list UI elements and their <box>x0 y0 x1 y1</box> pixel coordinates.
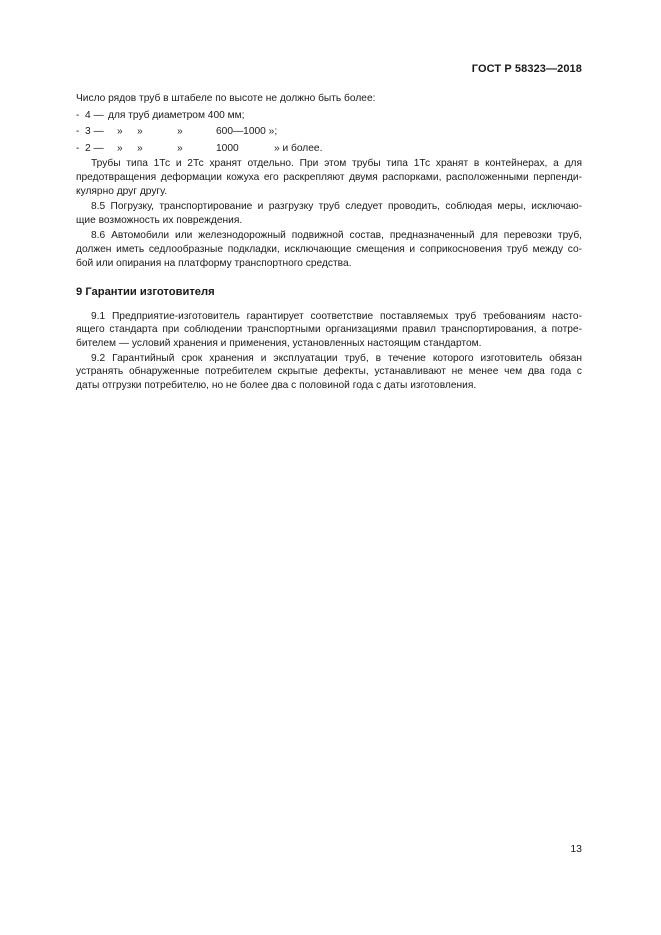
page-content <box>76 92 582 392</box>
list-dash: - <box>76 109 80 121</box>
text-line: 9.1 Предприятие-изготовитель гарантирует соответствие поставляемых труб требованиям насто- <box>91 310 582 322</box>
text-line: бой или опирания на платформу транспортного средства. <box>76 257 352 269</box>
ditto-mark: » <box>137 126 143 138</box>
ditto-mark: » <box>177 142 183 154</box>
text-line: устранять обнаруженные потребителем скрытые дефекты, устанавливают не менее чем два года с <box>76 366 582 378</box>
intro-line <box>76 92 582 106</box>
list-tail: » и более. <box>274 142 323 154</box>
paragraph-9-1 <box>76 310 582 351</box>
page-number: 13 <box>570 843 582 855</box>
text-line: 8.5 Погрузку, транспортирование и разгрузку труб следует проводить, соблюдая меры, исключаю- <box>91 201 582 213</box>
list-number: 2 — <box>85 142 104 154</box>
paragraph-8-6 <box>76 229 582 270</box>
text-line: кулярно друг другу. <box>76 185 168 197</box>
list-text: 1000 <box>216 142 239 154</box>
paragraph-9-2 <box>76 352 582 393</box>
text-line: 8.6 Автомобили или железнодорожный подвижной состав, предназначенный для перевозки труб, <box>91 230 582 242</box>
list-item <box>76 125 582 139</box>
list-number: 3 — <box>85 126 104 138</box>
text-line: даты отгрузки потребителю, но не более два с половиной года с даты изготовления. <box>76 379 477 391</box>
list-item <box>76 142 582 156</box>
ditto-mark: » <box>117 126 123 138</box>
document-code: ГОСТ Р 58323—2018 <box>471 63 582 75</box>
paragraph-8-5 <box>76 200 582 227</box>
ditto-mark: » <box>117 142 123 154</box>
list-text: 600—1000 »; <box>216 126 278 138</box>
paragraph-tube-types <box>76 157 582 198</box>
list-number: 4 — <box>85 109 104 121</box>
text-line: бителем — условий хранения и применения, установленных настоящим стандартом. <box>76 337 482 349</box>
text-line: 9.2 Гарантийный срок хранения и эксплуатации труб, в течение которого изготовитель обязан <box>91 352 582 364</box>
text-line: предотвращения деформации кожуха его раскрепляют двумя распорками, расположенными перпенди- <box>76 171 582 183</box>
ditto-mark: » <box>137 142 143 154</box>
section-title: 9 Гарантии изготовителя <box>76 286 215 299</box>
text-line: щие возможность их повреждения. <box>76 214 243 226</box>
text-line: Трубы типа 1Тс и 2Тс хранят отдельно. При этом трубы типа 1Тс хранят в контейнерах, а для <box>91 158 582 170</box>
ditto-mark: » <box>177 126 183 138</box>
intro-line-text: Число рядов труб в штабеле по высоте не должно быть более: <box>76 93 376 104</box>
list-dash: - <box>76 126 80 138</box>
list-text: для труб диаметром 400 мм; <box>108 109 245 121</box>
text-line: должен иметь седлообразные подкладки, исключающие смещения и соприкосновения труб между со- <box>76 243 582 255</box>
list-dash: - <box>76 142 80 154</box>
text-line: ящего стандарта при соблюдении транспортными организациями правил транспортирования, а потре- <box>76 324 582 336</box>
list-item <box>76 109 582 123</box>
